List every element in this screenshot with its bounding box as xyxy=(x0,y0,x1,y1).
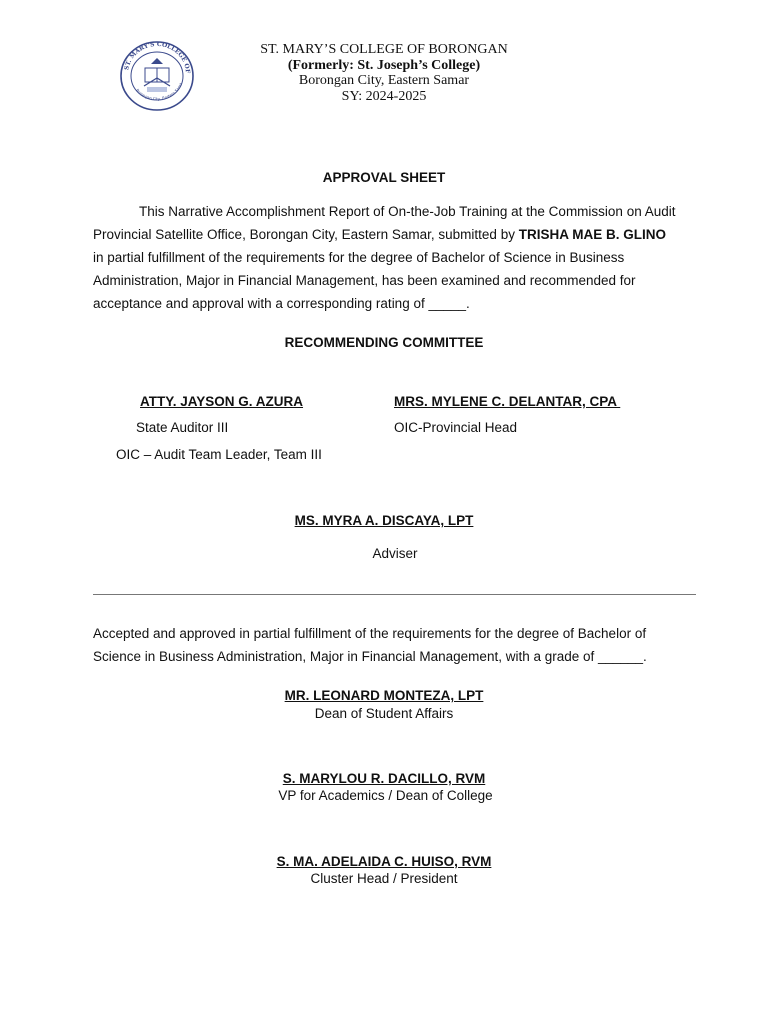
svg-text:Borongan City, Eastern Samar: Borongan City, Eastern Sama xyxy=(135,81,184,102)
committee-member-role: OIC-Provincial Head xyxy=(394,420,518,435)
section-divider xyxy=(93,594,696,595)
letterhead xyxy=(184,42,584,104)
signatory-role: Dean of Student Affairs xyxy=(314,706,454,721)
institution-name: ST. MARY’S COLLEGE OF BORONGAN xyxy=(260,42,508,57)
adviser-role: Adviser xyxy=(372,546,418,561)
committee-member-name: MRS. MYLENE C. DELANTAR, CPA xyxy=(394,394,621,409)
institution-formerly: (Formerly: St. Joseph’s College) xyxy=(287,57,481,73)
signatory-name: S. MA. ADELAIDA C. HUISO, RVM xyxy=(276,854,492,869)
approval-paragraph xyxy=(93,200,678,315)
document-title: APPROVAL SHEET xyxy=(322,170,446,185)
school-year: SY: 2024-2025 xyxy=(341,88,427,104)
student-name: TRISHA MAE B. GLINO xyxy=(518,227,666,242)
committee-member-role: OIC – Audit Team Leader, Team III xyxy=(116,447,322,462)
committee-member-name: ATTY. JAYSON G. AZURA xyxy=(140,394,304,409)
approval-text-part1: This Narrative Accomplishment Report of On-the-Job Training at the Commission on Audit Provincial Satellite Office, Borongan City, Eastern Samar, submitted by xyxy=(93,204,676,242)
signatory-name: S. MARYLOU R. DACILLO, RVM xyxy=(282,771,486,786)
signatory-role: VP for Academics / Dean of College xyxy=(278,788,493,803)
institution-location: Borongan City, Eastern Samar xyxy=(298,73,470,88)
committee-member-role: State Auditor III xyxy=(136,420,229,435)
svg-text:ST. MARY'S COLLEGE OF BORONGAN: ST. MARY'S COLLEGE OF xyxy=(123,40,192,74)
signatory-name: MR. LEONARD MONTEZA, LPT xyxy=(284,688,484,703)
acceptance-paragraph: Accepted and approved in partial fulfillment of the requirements for the degree of Bachelor of Science in Business Administration, Major in Financial Management, with a grade of ______. xyxy=(93,626,647,664)
approval-text-part2: in partial fulfillment of the requirements for the degree of Bachelor of Science in Business Administration, Major in Financial Management, has been examined and recommended for acceptance and approval with a corresponding rating of _____. xyxy=(93,250,636,311)
adviser-name: MS. MYRA A. DISCAYA, LPT xyxy=(294,513,474,528)
signatory-role: Cluster Head / President xyxy=(310,871,458,886)
committee-title: RECOMMENDING COMMITTEE xyxy=(284,335,484,350)
